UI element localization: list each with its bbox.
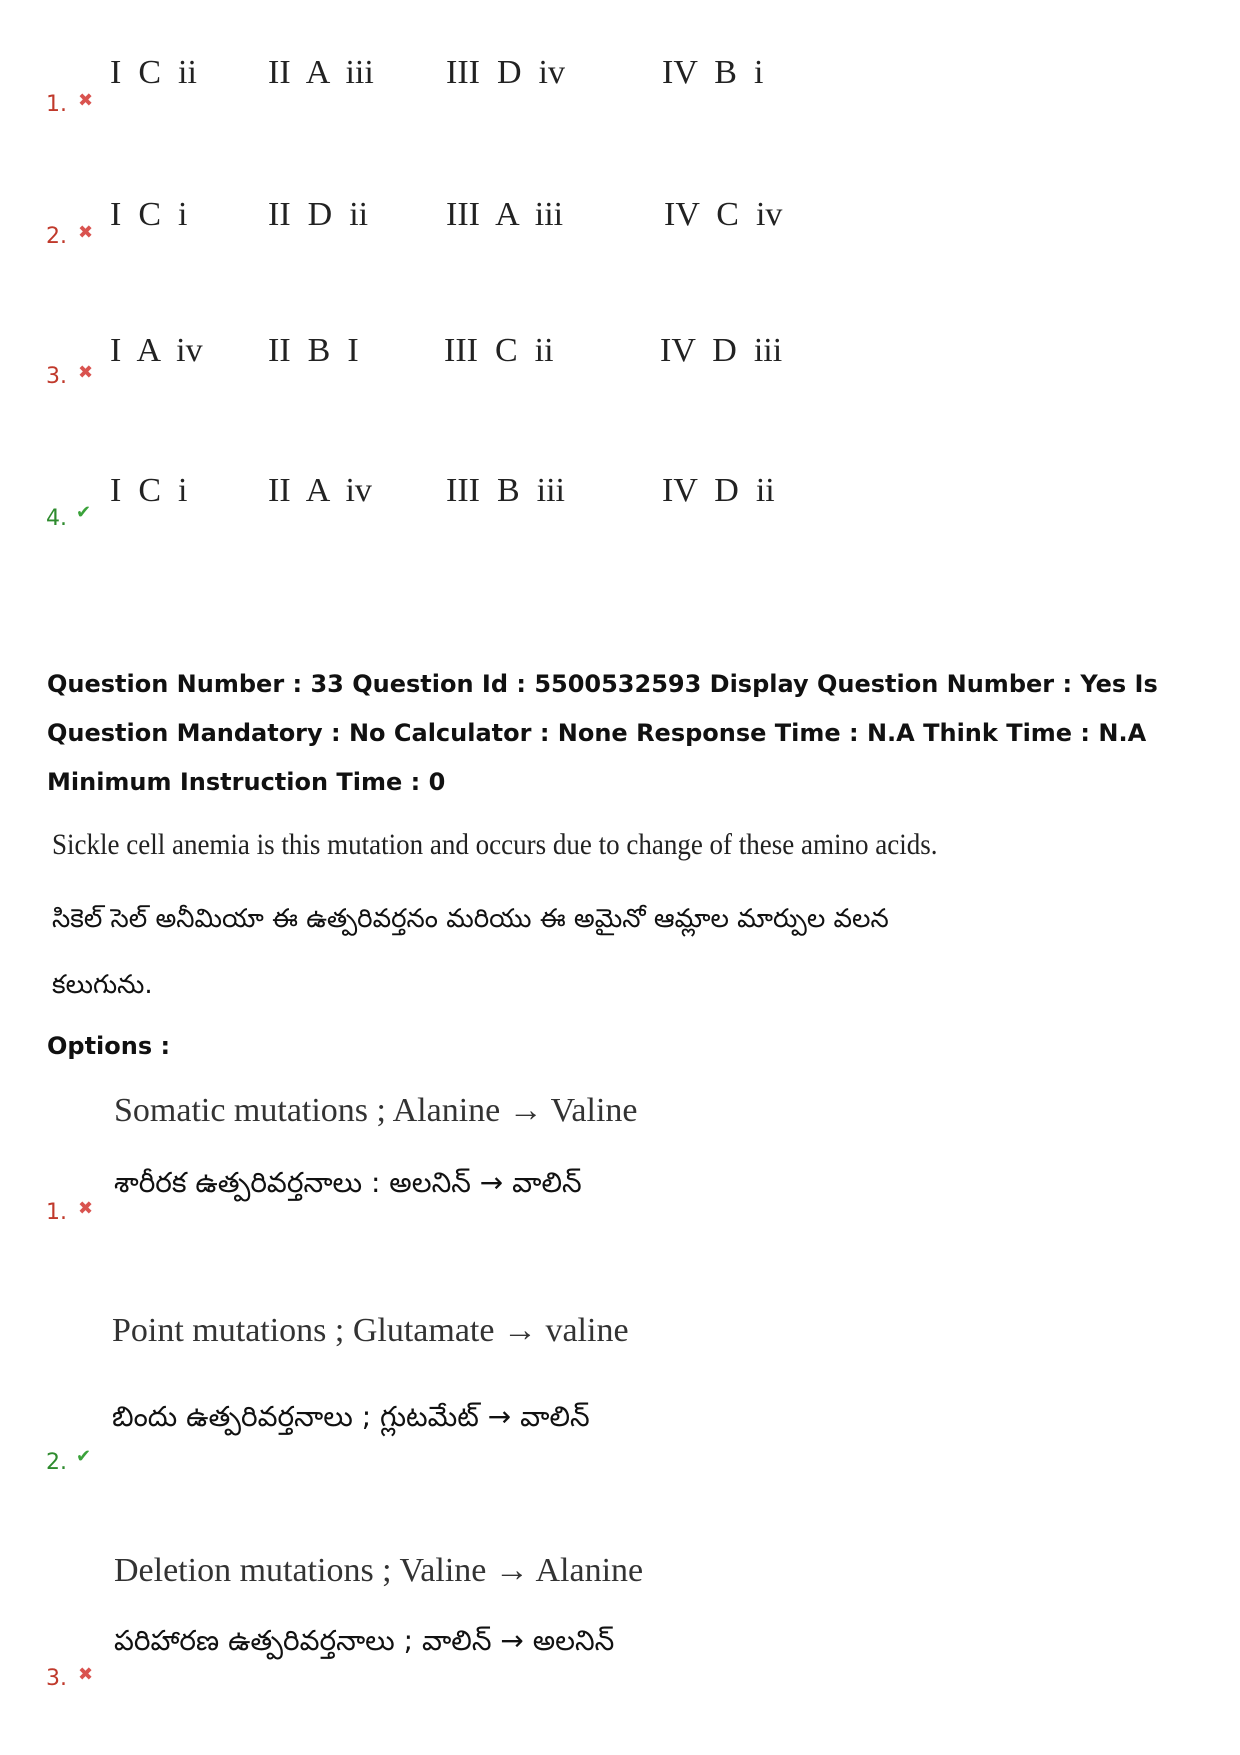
option-text-en: Somatic mutations ; Alanine → Valine	[114, 1092, 638, 1129]
match-cell: III D iv	[446, 54, 565, 91]
wrong-icon: ✖	[78, 90, 94, 111]
wrong-icon: ✖	[78, 1198, 94, 1219]
option-number: 2.	[46, 1450, 67, 1475]
wrong-icon: ✖	[78, 362, 94, 383]
match-cell: I A iv	[110, 332, 203, 369]
match-cell: II D ii	[268, 196, 369, 233]
question-text-te-line2: కలుగును.	[52, 970, 153, 1000]
match-cell: I C i	[110, 196, 188, 233]
prev-option-1[interactable]	[46, 50, 846, 130]
question-meta: Question Number : 33 Question Id : 5500532593 Display Question Number : Yes Is Question Mandatory : No Calculator : None Response Time : N.A Think Time : N.A Minimum Instruction Time : 0	[47, 670, 1158, 796]
option-number: 1.	[46, 1200, 67, 1225]
match-cell: II A iv	[268, 472, 372, 509]
option-text-te: శారీరక ఉత్పరివర్తనాలు : అలనిన్ → వాలిన్	[114, 1166, 582, 1199]
option-text-te: పరిహారణ ఉత్పరివర్తనాలు ; వాలిన్ → అలనిన్	[114, 1624, 615, 1657]
match-cell: II A iii	[268, 54, 374, 91]
match-cell: II B I	[268, 332, 359, 369]
prev-option-3[interactable]	[46, 330, 846, 410]
match-cell: IV B i	[662, 54, 764, 91]
option-number: 3.	[46, 1666, 67, 1691]
check-icon: ✔	[76, 1446, 92, 1467]
option-3[interactable]	[46, 1550, 946, 1720]
option-text-en: Deletion mutations ; Valine → Alanine	[114, 1552, 644, 1589]
check-icon: ✔	[76, 502, 92, 523]
wrong-icon: ✖	[78, 222, 94, 243]
option-number: 1.	[46, 92, 67, 117]
match-cell: I C i	[110, 472, 188, 509]
options-label: Options :	[47, 1032, 171, 1060]
prev-option-4[interactable]	[46, 470, 846, 550]
match-cell: I C ii	[110, 54, 197, 91]
option-number: 4.	[46, 506, 67, 531]
option-number: 3.	[46, 364, 67, 389]
option-number: 2.	[46, 224, 67, 249]
match-cell: IV C iv	[664, 196, 783, 233]
match-cell: III C ii	[444, 332, 554, 369]
option-2[interactable]	[46, 1310, 946, 1480]
wrong-icon: ✖	[78, 1664, 94, 1685]
question-text-te-line1: సికెల్ సెల్ అనీమియా ఈ ఉత్పరివర్తనం మరియు ఈ అమైనో ఆమ్లాల మార్పుల వలన	[52, 904, 889, 934]
match-cell: IV D ii	[662, 472, 775, 509]
match-cell: III A iii	[446, 196, 564, 233]
option-text-en: Point mutations ; Glutamate → valine	[112, 1312, 629, 1349]
option-text-te: బిందు ఉత్పరివర్తనాలు ; గ్లుటమేట్ → వాలిన్	[112, 1400, 590, 1433]
match-cell: III B iii	[446, 472, 565, 509]
prev-option-2[interactable]	[46, 192, 846, 272]
match-cell: IV D iii	[660, 332, 783, 369]
option-1[interactable]	[46, 1090, 946, 1240]
question-text-en: Sickle cell anemia is this mutation and occurs due to change of these amino acids.	[52, 828, 938, 861]
